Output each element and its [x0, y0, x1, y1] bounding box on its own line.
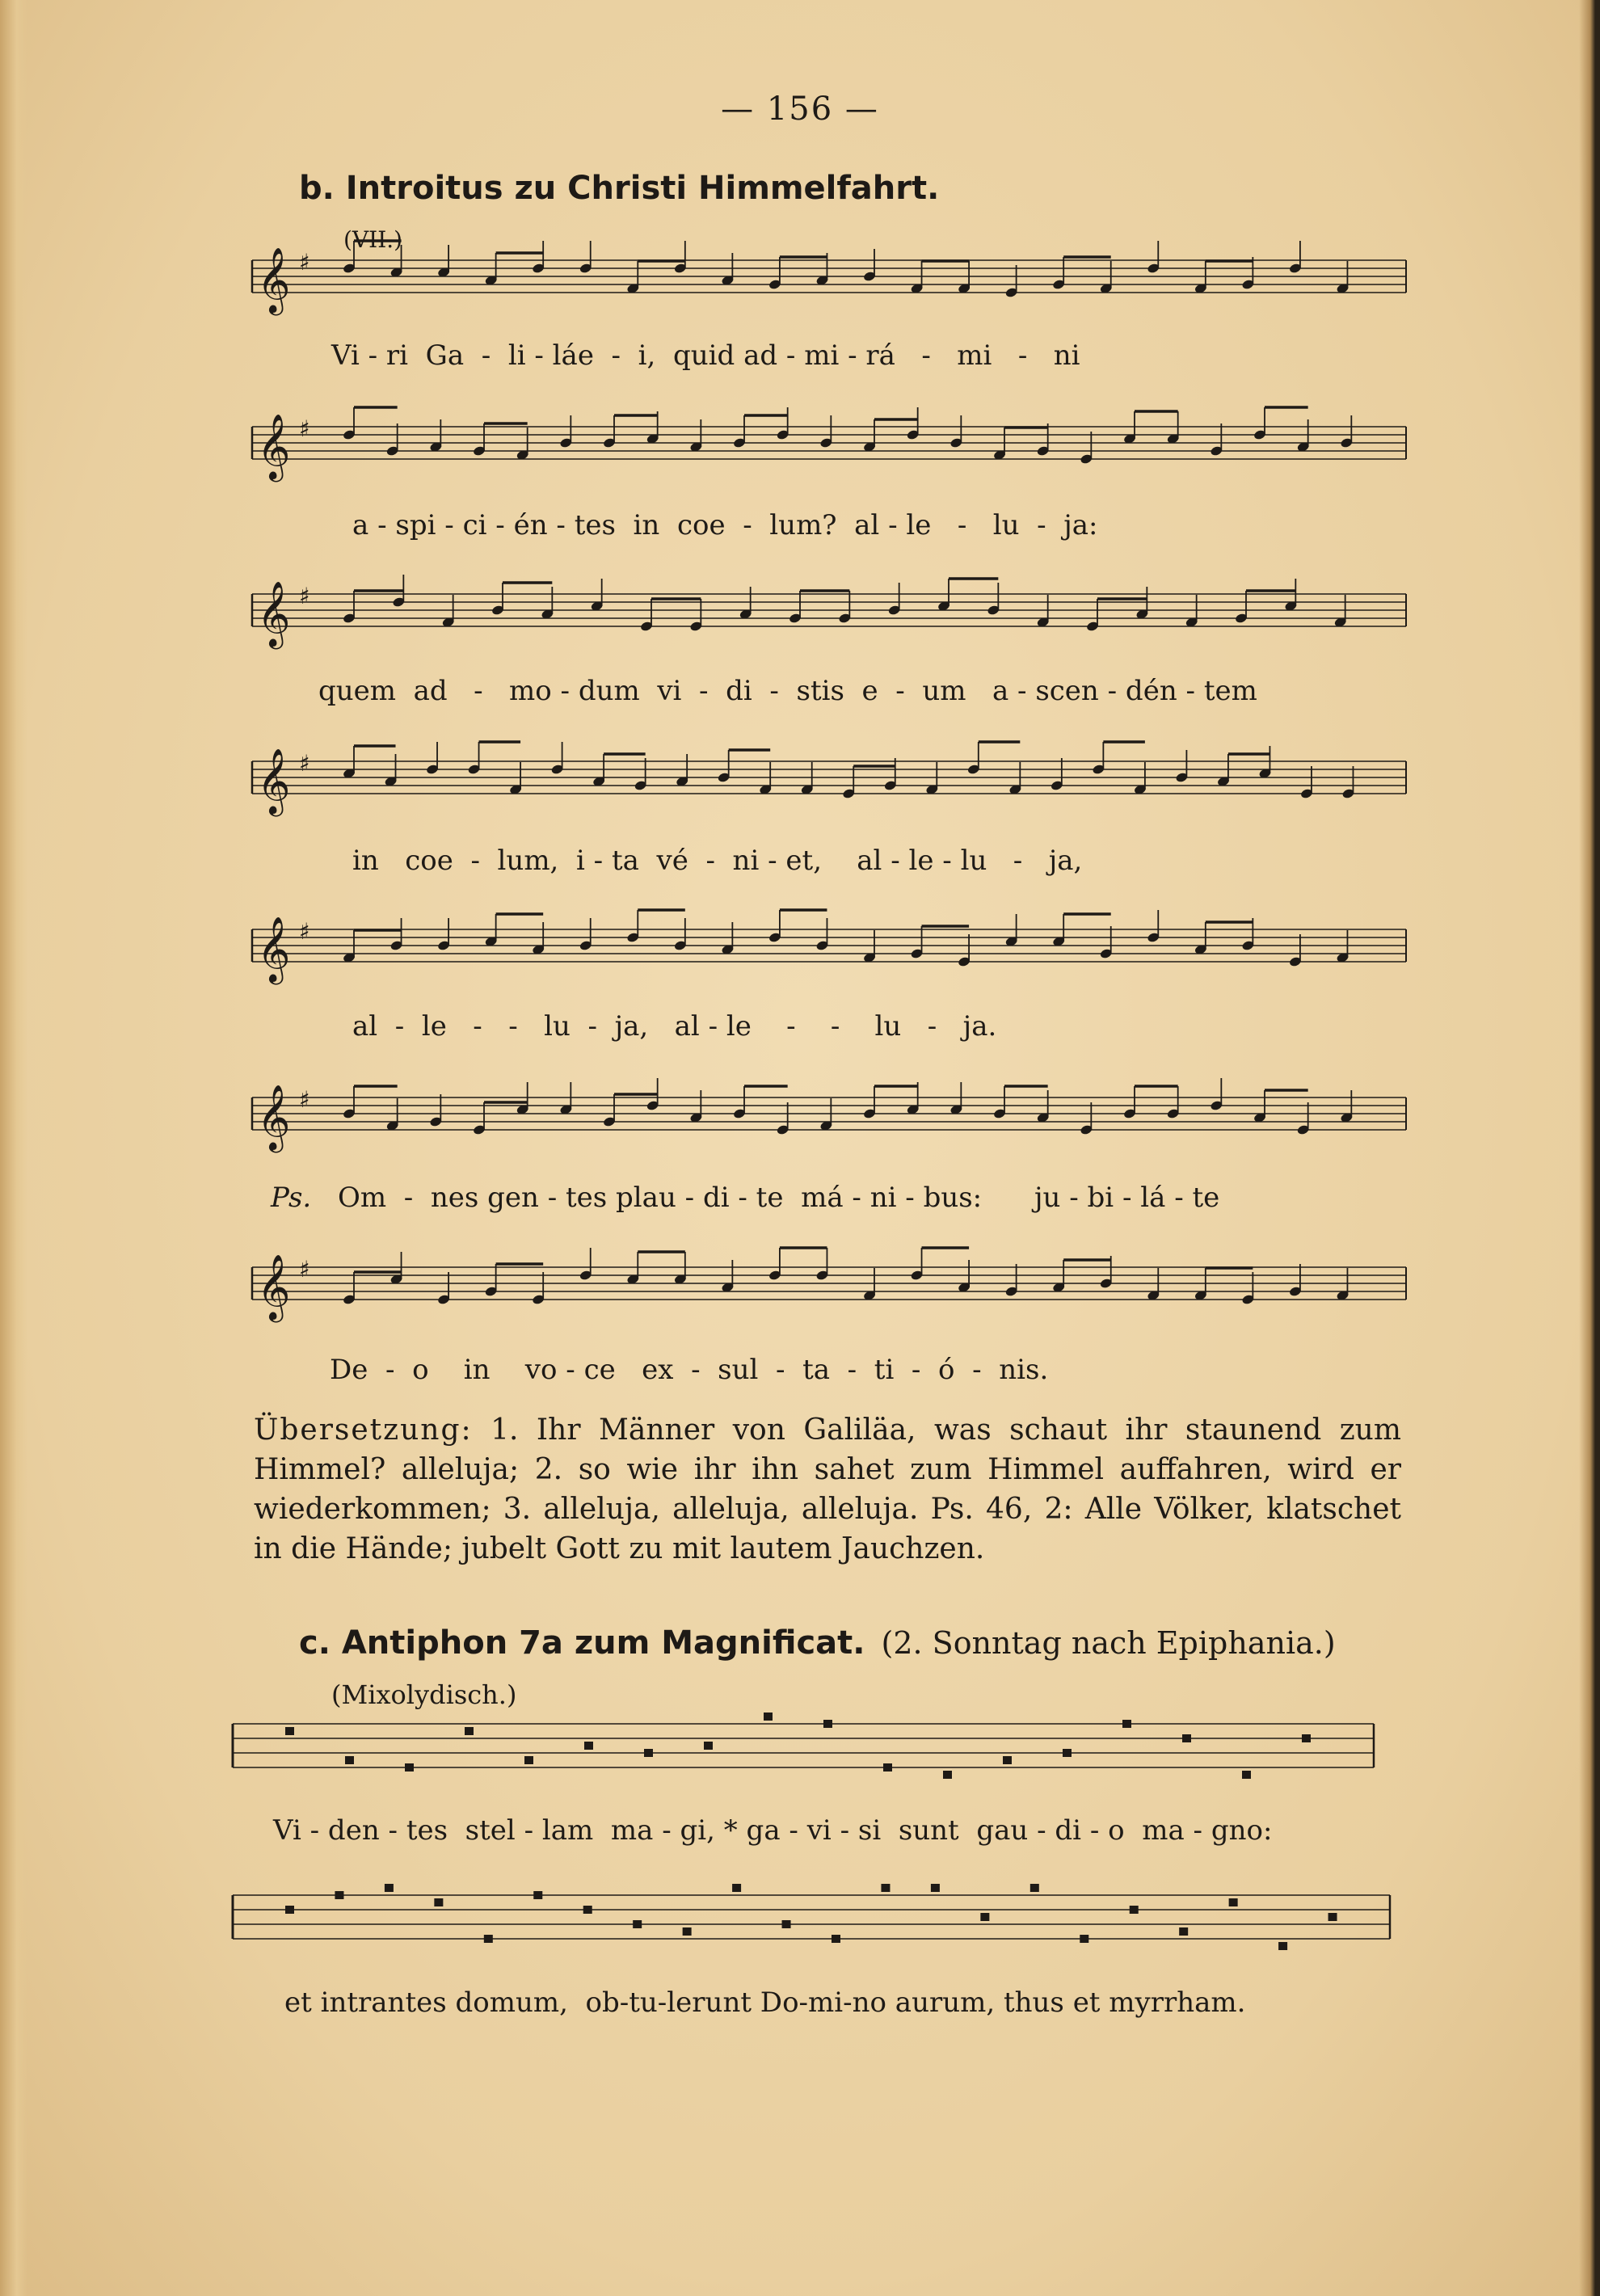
- psalm-label: Ps.: [271, 1182, 312, 1214]
- chant-neume: [1328, 1913, 1337, 1921]
- chant-neume: [1063, 1749, 1072, 1757]
- chant-neume: [644, 1749, 653, 1757]
- chant-neume: [1229, 1898, 1238, 1906]
- chant-neume: [704, 1742, 713, 1750]
- chant-neume: [533, 1891, 542, 1899]
- chant-neume: [931, 1884, 940, 1892]
- sharp-icon: ♯: [299, 583, 310, 609]
- chant-neume: [1030, 1884, 1039, 1892]
- lyric-line-6: Om - nes gen - tes plau - di - te má - ni - bus: ju - bi - lá - te: [338, 1182, 1220, 1214]
- treble-clef-icon: 𝄞: [257, 748, 291, 814]
- chant-neume: [335, 1891, 343, 1899]
- sharp-icon: ♯: [299, 918, 310, 945]
- sharp-icon: ♯: [299, 415, 310, 442]
- section-b-heading: b. Introitus zu Christi Himmelfahrt.: [299, 170, 940, 207]
- antiphon-lyric-line-2: et intrantes domum, ob-tu-lerunt Do-mi-no aurum, thus et myrrham.: [284, 1986, 1246, 2019]
- chant-neume: [980, 1913, 989, 1921]
- section-c-title: c. Antiphon 7a zum Magnificat.: [299, 1624, 865, 1662]
- chant-neume: [285, 1906, 294, 1914]
- chant-neume: [584, 1742, 593, 1750]
- mode-label-vii: (VII.): [343, 226, 403, 253]
- chant-neume: [405, 1763, 414, 1772]
- chant-neume: [823, 1720, 832, 1728]
- chant-neume: [732, 1884, 741, 1892]
- chant-neume: [285, 1727, 294, 1735]
- sharp-icon: ♯: [299, 750, 310, 777]
- chant-neume: [385, 1884, 394, 1892]
- translation-paragraph: [254, 1410, 1401, 1569]
- chant-neume: [683, 1927, 692, 1936]
- chant-neume: [434, 1898, 443, 1906]
- chant-neume: [1179, 1927, 1188, 1936]
- chant-neume: [883, 1763, 892, 1772]
- lyric-line-7: De - o in vo - ce ex - sul - ta - ti - ó - nis.: [330, 1354, 1049, 1386]
- chant-neume: [1122, 1720, 1131, 1728]
- chant-neume: [1182, 1734, 1191, 1742]
- chant-neume: [764, 1713, 773, 1721]
- sharp-icon: ♯: [299, 1086, 310, 1113]
- lyric-line-2: a - spi - ci - én - tes in coe - lum? al - le - lu - ja:: [352, 509, 1098, 541]
- lyric-line-3: quem ad - mo - dum vi - di - stis e - um a - scen - dén - tem: [318, 675, 1257, 707]
- chant-neume: [633, 1920, 642, 1928]
- chant-neume: [1242, 1771, 1251, 1779]
- chant-neume: [1130, 1906, 1139, 1914]
- lyric-line-1: Vi - ri Ga - li - láe - i, quid ad - mi - rá - mi - ni: [331, 339, 1080, 372]
- sharp-icon: ♯: [299, 1256, 310, 1283]
- mode-label-mixolydian: (Mixolydisch.): [331, 1679, 517, 1710]
- section-c-heading: [299, 1624, 1336, 1662]
- treble-clef-icon: 𝄞: [257, 246, 291, 313]
- treble-clef-icon: 𝄞: [257, 1084, 291, 1150]
- translation-text: 1. Ihr Männer von Galiläa, was schaut ihr staunend zum Himmel? alleluja; 2. so wie ihr ihn sahet zum Himmel auffahren, wird er wiederkommen; 3. alleluja, alleluja, alleluja. Ps. 46, 2: Alle Völker, klatschet in die Hände; jubelt Gott zu mit lautem Jauchzen.: [254, 1413, 1401, 1565]
- treble-clef-icon: 𝄞: [257, 580, 291, 647]
- treble-clef-icon: 𝄞: [257, 413, 291, 479]
- antiphon-lyric-line-1: Vi - den - tes stel - lam ma - gi, * ga - vi - si sunt gau - di - o ma - gno:: [273, 1814, 1273, 1847]
- treble-clef-icon: 𝄞: [257, 1253, 291, 1320]
- section-c-subtitle: (2. Sonntag nach Epiphania.): [881, 1625, 1336, 1661]
- chant-neume: [1278, 1942, 1287, 1950]
- chant-neume: [524, 1756, 533, 1764]
- chant-neume: [782, 1920, 791, 1928]
- chant-neume: [1302, 1734, 1311, 1742]
- treble-clef-icon: 𝄞: [257, 916, 291, 982]
- chant-neume: [881, 1884, 890, 1892]
- chant-neume: [1003, 1756, 1012, 1764]
- chant-neume: [1080, 1935, 1088, 1943]
- chant-neume: [465, 1727, 474, 1735]
- chant-neume: [345, 1756, 354, 1764]
- lyric-line-5: al - le - - lu - ja, al - le - - lu - ja.: [352, 1010, 997, 1043]
- chant-neume: [583, 1906, 592, 1914]
- page-number: — 156 —: [721, 91, 879, 128]
- chant-neume: [832, 1935, 840, 1943]
- sharp-icon: ♯: [299, 249, 310, 276]
- lyric-line-4: in coe - lum, i - ta vé - ni - et, al - le - lu - ja,: [352, 845, 1083, 877]
- translation-label: Übersetzung:: [254, 1413, 473, 1447]
- chant-neume: [943, 1771, 952, 1779]
- chant-neume: [484, 1935, 493, 1943]
